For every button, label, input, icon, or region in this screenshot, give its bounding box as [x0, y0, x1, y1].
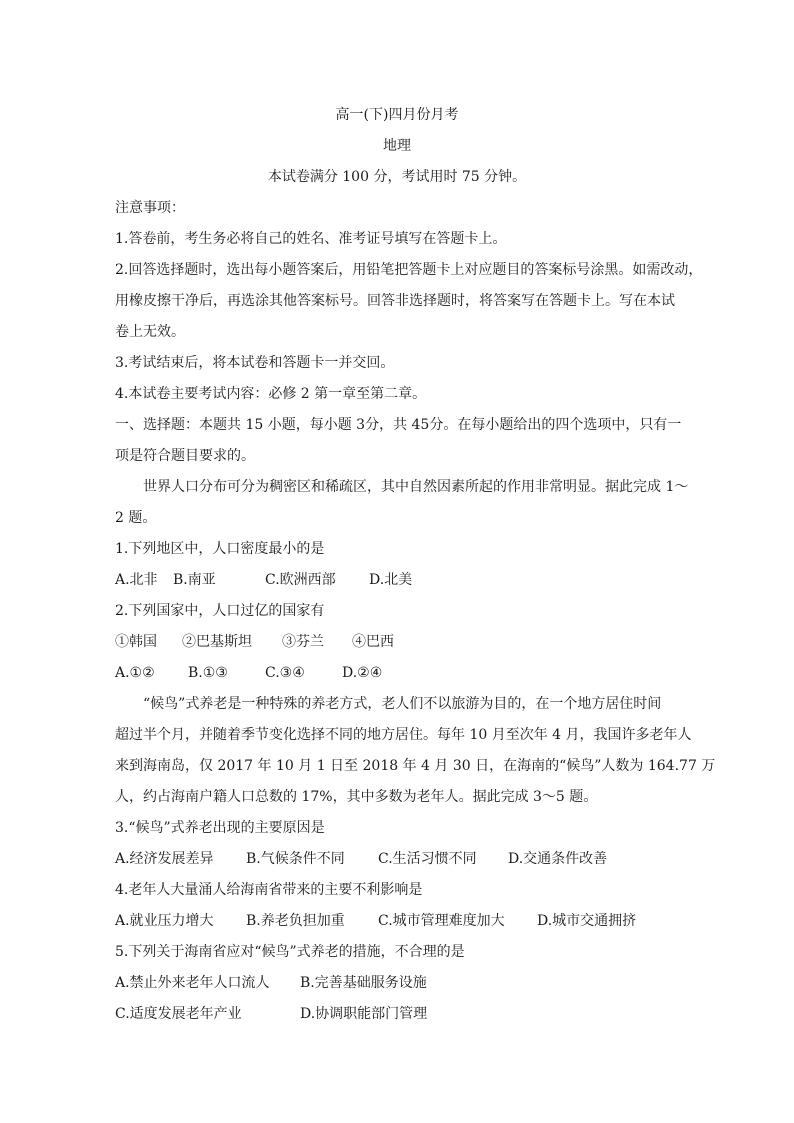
section-1-line-2: 项是符合题目要求的。	[115, 448, 255, 464]
option-a: A.就业压力增大	[115, 913, 214, 929]
option-d: D.城市交通拥挤	[537, 913, 637, 929]
option-a: A.禁止外来老年人口流人	[115, 975, 270, 991]
item-1: ①韩国	[115, 634, 157, 650]
item-3: ③芬兰	[282, 634, 324, 650]
question-1-stem: 1.下列地区中，人口密度最小的是	[115, 541, 325, 557]
item-2: ②巴基斯坦	[182, 634, 252, 650]
note-1: 1.答卷前，考生务必将自己的姓名、准考证号填写在答题卡上。	[115, 231, 507, 247]
question-4-stem: 4.老年人大量涌人给海南省带来的主要不利影响是	[115, 882, 423, 898]
passage-1-line-1: 世界人口分布可分为稠密区和稀疏区，其中自然因素所起的作用非常明显。据此完成 1～	[143, 479, 689, 495]
exam-title: 高一(下)四月份月考	[335, 107, 459, 123]
note-2-line-2: 用橡皮擦干净后，再选涂其他答案标号。回答非选择题时，将答案写在答题卡上。写在本试	[115, 293, 675, 309]
option-a: A.北非	[115, 572, 158, 588]
exam-subject: 地理	[383, 138, 411, 154]
note-3: 3.考试结束后，将本试卷和答题卡一并交回。	[115, 355, 395, 371]
option-d: D.北美	[369, 572, 413, 588]
passage-2-line-3: 来到海南岛，仅 2017 年 10 月 1 日至 2018 年 4 月 30 日，在海南的“候鸟”人数为 164.77 万	[115, 758, 716, 774]
section-1-line-1: 一、选择题：本题共 15 小题，每小题 3分，共 45分。在每小题给出的四个选项中，只有一	[115, 417, 682, 433]
question-2-stem: 2.下列国家中，人口过亿的国家有	[115, 603, 325, 619]
option-b: B.完善基础服务设施	[300, 975, 427, 991]
notes-heading: 注意事项：	[115, 200, 185, 216]
option-b: B.养老负担加重	[246, 913, 345, 929]
passage-2-line-4: 人，约占海南户籍人口总数的 17%，其中多数为老年人。据此完成 3～5 题。	[115, 789, 598, 805]
option-b: B.①③	[188, 665, 228, 681]
option-b: B.南亚	[173, 572, 216, 588]
option-b: B.气候条件不同	[246, 851, 345, 867]
note-2-line-3: 卷上无效。	[115, 324, 185, 340]
exam-info: 本试卷满分 100 分，考试用时 75 分钟。	[267, 169, 527, 185]
option-c: C.生活习惯不同	[378, 851, 477, 867]
question-5-stem: 5.下列关于海南省应对“候鸟”式养老的措施，不合理的是	[115, 944, 465, 960]
option-c: C.③④	[265, 665, 305, 681]
option-d: D.协调职能部门管理	[300, 1006, 428, 1022]
note-2-line-1: 2.回答选择题时，选出每小题答案后，用铅笔把答题卡上对应题目的答案标号涂黑。如需改动，	[115, 262, 703, 278]
option-d: D.②④	[342, 665, 383, 681]
passage-2-line-2: 超过半个月，并随着季节变化选择不同的地方居住。每年 10 月至次年 4 月，我国许多老年人	[115, 727, 692, 743]
passage-1-line-2: 2 题。	[115, 510, 157, 526]
item-4: ④巴西	[352, 634, 394, 650]
passage-2-line-1: “候鸟”式养老是一种特殊的养老方式，老人们不以旅游为目的，在一个地方居住时间	[143, 696, 662, 712]
option-c: C.适度发展老年产业	[115, 1006, 242, 1022]
option-c: C.城市管理难度加大	[378, 913, 505, 929]
question-3-stem: 3.“候鸟”式养老出现的主要原因是	[115, 820, 325, 836]
note-4: 4.本试卷主要考试内容：必修 2 第一章至第二章。	[115, 386, 427, 402]
option-d: D.交通条件改善	[508, 851, 608, 867]
option-c: C.欧洲西部	[265, 572, 336, 588]
option-a: A.①②	[115, 665, 155, 681]
option-a: A.经济发展差异	[115, 851, 214, 867]
